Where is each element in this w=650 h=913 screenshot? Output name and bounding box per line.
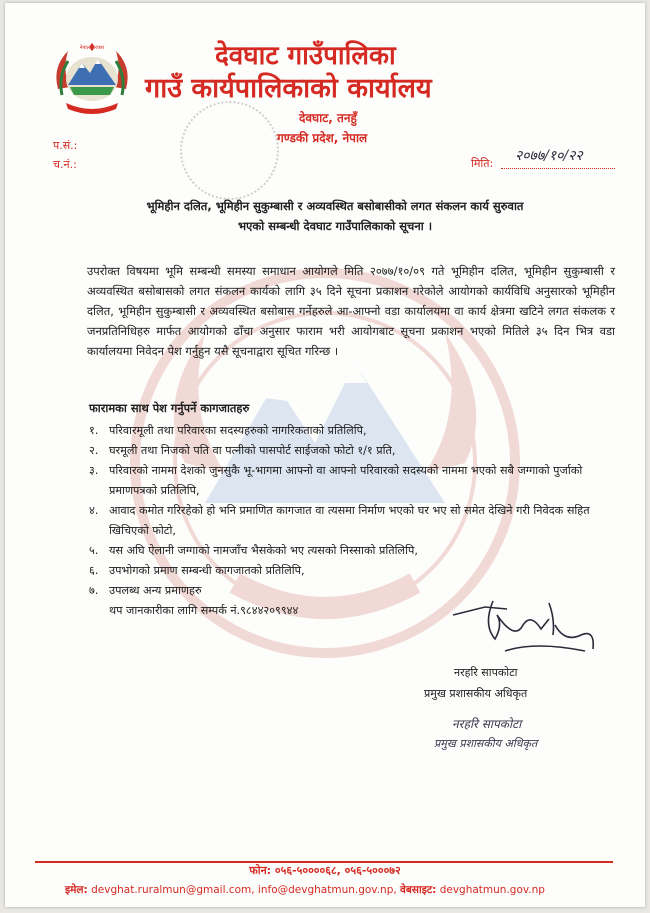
nepal-emblem-logo — [48, 37, 136, 115]
documents-list-heading: फारामका साथ पेश गर्नुपर्ने कागजातहरु — [89, 401, 250, 415]
date-label: मिति: — [471, 157, 494, 170]
list-item — [89, 541, 619, 561]
office-subtitle: गाउँ कार्यपालिकाको कार्यालय — [145, 73, 432, 104]
notice-page — [5, 3, 645, 907]
list-item-number: ७. — [89, 584, 99, 597]
list-item-number: ४. — [89, 504, 99, 517]
date-underline — [501, 168, 615, 169]
list-item — [89, 441, 619, 461]
list-item-text: उपलब्ध अन्य प्रमाणहरु — [109, 584, 202, 597]
list-item-number: १. — [89, 424, 99, 437]
contact-number-line: थप जानकारीका लागि सम्पर्क नं.९८४४२०९९४४ — [109, 604, 299, 617]
address-line-2: गण्डकी प्रदेश, नेपाल — [277, 131, 368, 145]
address-line-1: देवघाट, तनहुँ — [299, 111, 357, 125]
handwritten-signature — [445, 595, 605, 665]
website-value: devghatmun.gov.np — [439, 884, 545, 896]
reference-number-label: प.सं.: — [53, 139, 78, 152]
list-item-text: परिवारमूली तथा परिवारका सदस्यहरुको नागरिकताको प्रतिलिपि, — [109, 424, 367, 437]
list-item-text: आवाद कमोत गरिरहेको हो भनि प्रमाणित कागजात वा त्यसमा निर्माण भएको घर भए सो समेत देखिने गरी निवेदक सहित खिचिएको फोटो, — [109, 504, 590, 537]
footer-phone: फोन: ०५६-५००००६८, ०५६-५०००७२ — [249, 864, 401, 877]
list-item — [89, 501, 619, 541]
subject-line-1: भूमिहीन दलित, भूमिहीन सुकुम्बासी र अव्यवस्थित बसोबासीको लगत संकलन कार्य सुरुवात — [146, 199, 524, 213]
handwritten-name: नरहरि सापकोटा — [452, 717, 522, 731]
date-value: २०७७/१०/२२ — [515, 148, 583, 164]
list-item-number: २. — [89, 444, 99, 457]
dispatch-number-label: च.नं.: — [53, 158, 77, 171]
list-item-text: उपभोगको प्रमाण सम्बन्धी कागजातको प्रतिलिपि, — [109, 564, 305, 577]
list-item-number: ३. — [89, 464, 99, 477]
email-value: devghat.ruralmun@gmail.com, info@devghatmun.gov.np, — [91, 884, 397, 896]
list-item — [89, 421, 619, 441]
documents-list — [89, 421, 619, 621]
handwritten-title: प्रमुख प्रशासकीय अधिकृत — [434, 737, 538, 750]
list-item-number: ६. — [89, 564, 99, 577]
list-item — [89, 461, 619, 501]
list-item-text: यस अघि ऐलानी जग्गाको नामजाँच भैसकेको भए त्यसको निस्साको प्रतिलिपि, — [109, 544, 418, 557]
svg-text:नेपाल सरकार: नेपाल सरकार — [79, 45, 105, 51]
subject-line-2: भएको सम्बन्धी देवघाट गाउँपालिकाको सूचना । — [237, 219, 433, 233]
email-label: इमेल: — [65, 884, 88, 896]
list-item-text: परिवारको नाममा देशको जुनसुकै भू-भागमा आफ्नो वा आफ्नो परिवारको सदस्यको नाममा भएको सबै जग्गाको पुर्जाको प्रमाणपत्रको प्रतिलिपि, — [109, 464, 583, 497]
list-item-number: ५. — [89, 544, 99, 557]
faded-stamp — [180, 101, 279, 200]
office-name: देवघाट गाउँपालिका — [215, 41, 396, 71]
list-item — [89, 561, 619, 581]
signatory-name: नरहरि सापकोटा — [454, 666, 518, 679]
footer-contact — [65, 883, 625, 897]
notice-subject — [85, 196, 585, 236]
website-label: वेबसाइट: — [400, 884, 437, 896]
signatory-title: प्रमुख प्रशासकीय अधिकृत — [424, 687, 528, 700]
body-paragraph: उपरोक्त विषयमा भूमि सम्बन्धी समस्या समाधान आयोगले मिति २०७७/१०/०९ गते भूमिहीन दलित, भूमिहीन सुकुम्बासी र अव्यवस्थित बसोबासको लगत संकलन कार्यको लागि ३५ दिने सूचना प्रकाशन गरेकोले आयोगको कार्यविधि अनुसारको भूमिहीन दलित, भूमिहीन सुकुम्बासी र अव्यवस्थित बसोबास गर्नेहरुले आ-आफ्नो वडा कार्यालयमा वा कार्य क्षेत्रमा खटिने लगत संकलक र जनप्रतिनिधिहरु मार्फत आयोगको ढाँचा अनुसार फाराम भरी आयोगबाट सूचना प्रकाशन भएको मितिले ३५ दिन भित्र वडा कार्यालयमा निवेदन पेश गर्नुहुन यसै सूचनाद्वारा सूचित गरिन्छ । — [87, 264, 615, 358]
list-item-text: घरमूली तथा निजको पति वा पत्नीको पासपोर्ट साईजको फोटो १/१ प्रति, — [109, 444, 396, 457]
